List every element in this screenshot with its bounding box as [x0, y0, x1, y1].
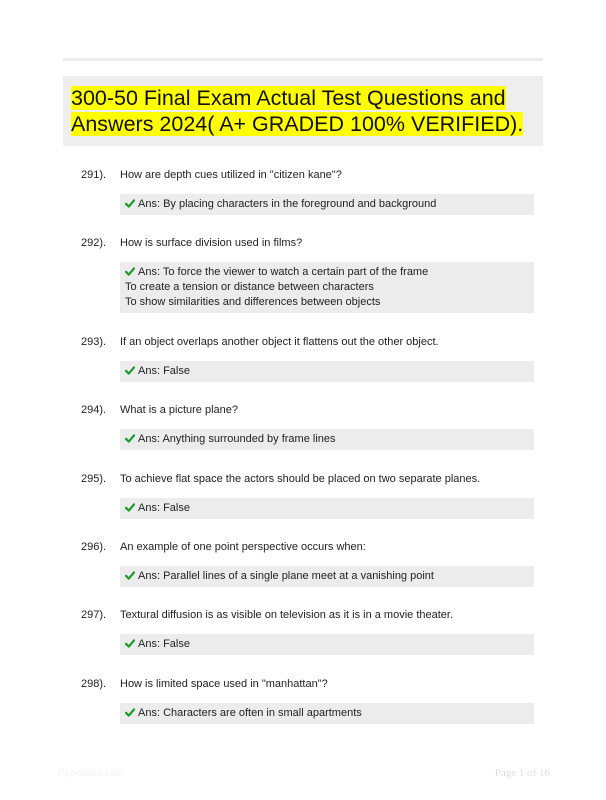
answer-line [125, 569, 529, 584]
answer-text: Ans: False [138, 365, 190, 377]
answer-line [125, 364, 529, 379]
question-text: How is limited space used in "manhattan"? [120, 678, 328, 690]
title-box [63, 76, 543, 146]
footer-watermark: Paperstile.com [58, 768, 125, 779]
answer-line: To show similarities and differences between objects [125, 296, 381, 308]
question-number: 295). [81, 473, 107, 485]
question-text: How are depth cues utilized in "citizen kane"? [120, 169, 342, 181]
question-number: 298). [81, 678, 107, 690]
answer-box [120, 634, 534, 655]
question-text: Textural diffusion is as visible on television as it is in a movie theater. [120, 609, 454, 621]
answer-box [120, 498, 534, 519]
question-number: 292). [81, 237, 107, 249]
question-number: 291). [81, 169, 107, 181]
answer-line [125, 501, 529, 516]
answer-box [120, 703, 534, 724]
check-icon [125, 366, 135, 375]
answer-box [120, 194, 534, 215]
question-number: 297). [81, 609, 107, 621]
answer-line [125, 265, 529, 280]
page-title [71, 85, 543, 137]
answer-text: Ans: Characters are often in small apartments [138, 707, 362, 719]
question-number: 296). [81, 541, 107, 553]
check-icon [125, 708, 135, 717]
answer-text: Ans: False [138, 502, 190, 514]
answer-line [125, 432, 529, 447]
question-text: An example of one point perspective occurs when: [120, 541, 366, 553]
answer-box [120, 361, 534, 382]
top-divider [63, 58, 543, 61]
answer-line: To create a tension or distance between characters [125, 281, 374, 293]
answer-text: Ans: Parallel lines of a single plane meet at a vanishing point [138, 570, 434, 582]
check-icon [125, 199, 135, 208]
check-icon [125, 639, 135, 648]
question-text: If an object overlaps another object it flattens out the other object. [120, 336, 439, 348]
page-title-text: 300-50 Final Exam Actual Test Questions and Answers 2024( A+ GRADED 100% VERIFIED). [71, 86, 524, 136]
question-text: What is a picture plane? [120, 404, 239, 416]
question-number: 293). [81, 336, 107, 348]
page-number: Page 1 of 16 [494, 767, 550, 779]
answer-text: Ans: False [138, 638, 190, 650]
question-number: 294). [81, 404, 107, 416]
answer-box [120, 429, 534, 450]
question-text: How is surface division used in films? [120, 237, 303, 249]
answer-line [125, 637, 529, 652]
answer-box [120, 566, 534, 587]
answer-box [120, 262, 534, 313]
check-icon [125, 434, 135, 443]
answer-text: Ans: Anything surrounded by frame lines [138, 433, 336, 445]
check-icon [125, 571, 135, 580]
check-icon [125, 267, 135, 276]
answer-line [125, 197, 529, 212]
question-text: To achieve flat space the actors should be placed on two separate planes. [120, 473, 481, 485]
answer-line [125, 706, 529, 721]
check-icon [125, 503, 135, 512]
answer-text: Ans: To force the viewer to watch a certain part of the frame [138, 266, 429, 278]
answer-text: Ans: By placing characters in the foreground and background [138, 198, 437, 210]
